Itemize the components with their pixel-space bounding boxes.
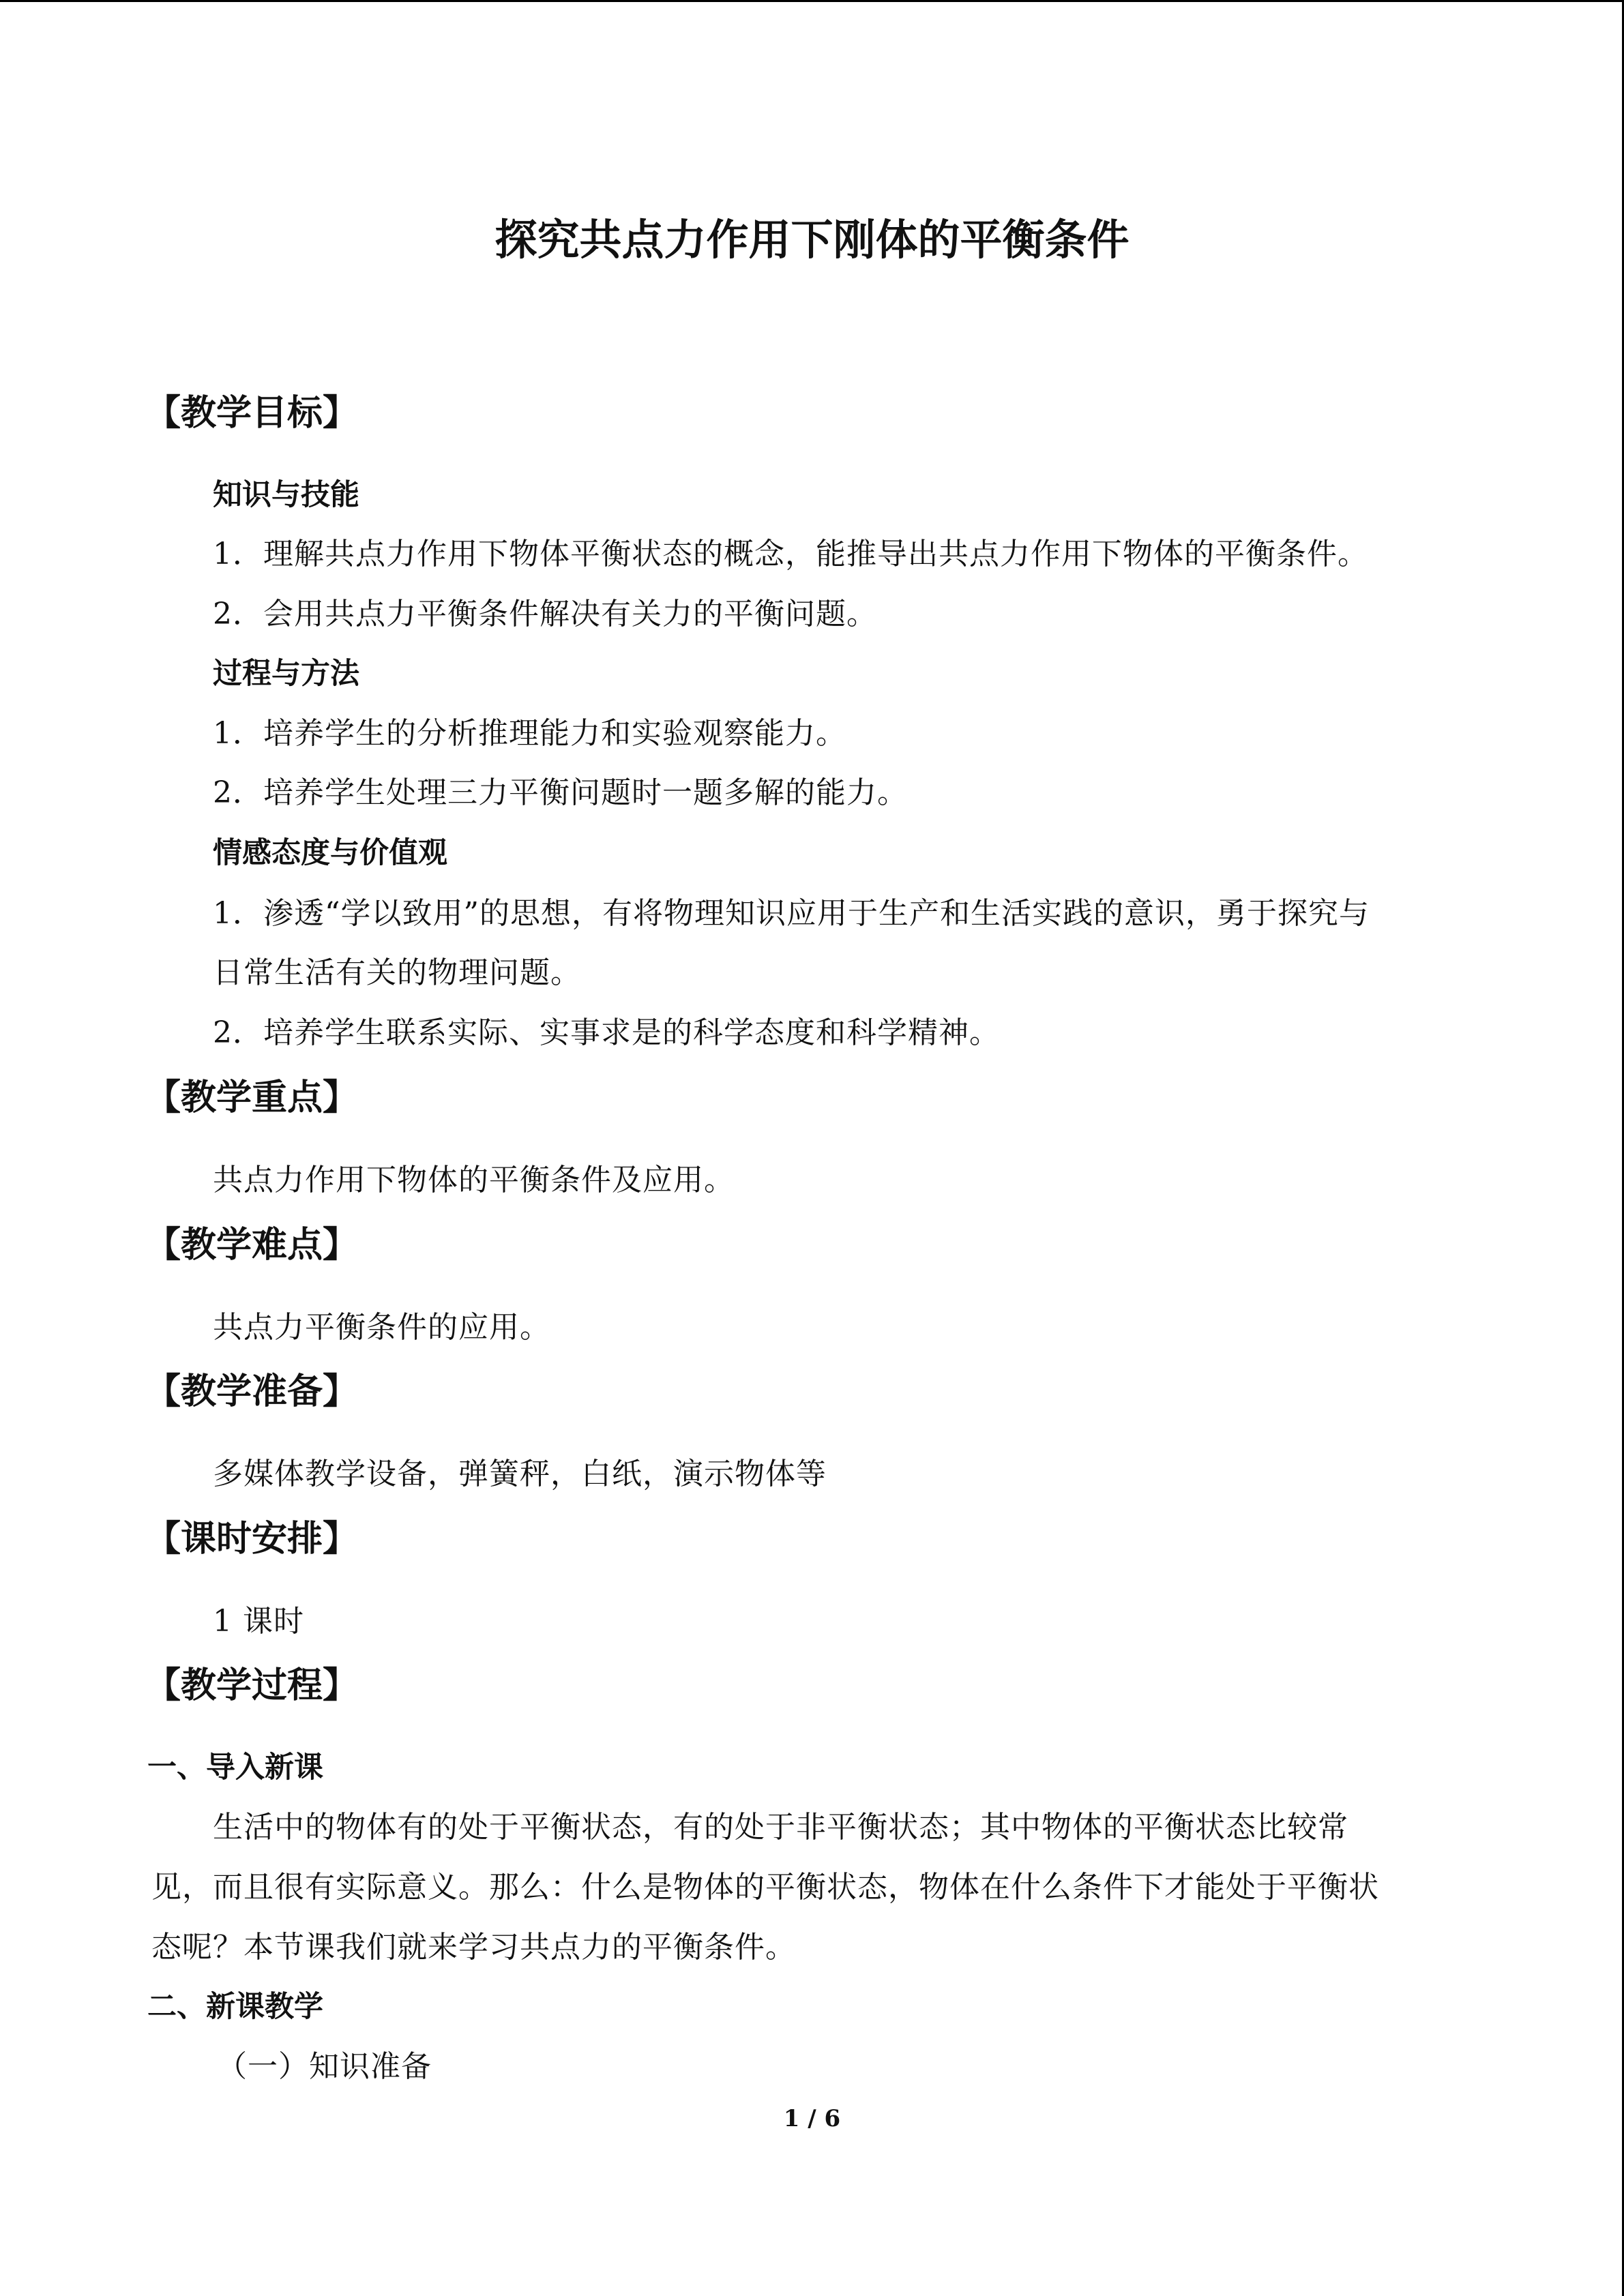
section-heading-key-points: 【教学重点】 <box>145 1077 359 1118</box>
list-item: 2．会用共点力平衡条件解决有关力的平衡问题。 <box>213 597 877 631</box>
list-item: 1．理解共点力作用下物体平衡状态的概念，能推导出共点力作用下物体的平衡条件。 <box>213 537 1368 571</box>
section-heading-difficulties: 【教学难点】 <box>145 1225 359 1266</box>
document-title: 探究共点力作用下刚体的平衡条件 <box>494 215 1130 265</box>
section-heading-objectives: 【教学目标】 <box>145 393 359 434</box>
paragraph-line: 态呢？本节课我们就来学习共点力的平衡条件。 <box>151 1930 796 1965</box>
list-item: 1．培养学生的分析推理能力和实验观察能力。 <box>213 716 846 751</box>
preparation-text: 多媒体教学设备，弹簧秤，白纸，演示物体等 <box>213 1457 827 1491</box>
section-heading-schedule: 【课时安排】 <box>145 1519 359 1560</box>
list-item: 2．培养学生联系实际、实事求是的科学态度和科学精神。 <box>213 1015 1000 1050</box>
subheading-attitude: 情感态度与价值观 <box>213 836 447 870</box>
list-item-continuation: 日常生活有关的物理问题。 <box>213 955 581 990</box>
subheading-knowledge: 知识与技能 <box>213 478 359 512</box>
subheading-process: 过程与方法 <box>213 657 359 691</box>
part-heading-new-lesson: 二、新课教学 <box>147 1990 323 2024</box>
list-item: 1．渗透“学以致用”的思想，有将物理知识应用于生产和生活实践的意识，勇于探究与 <box>213 896 1370 931</box>
list-item: 2．培养学生处理三力平衡问题时一题多解的能力。 <box>213 775 908 810</box>
part-heading-intro: 一、导入新课 <box>147 1750 323 1785</box>
schedule-text: 1 课时 <box>213 1604 304 1639</box>
paragraph-line: 生活中的物体有的处于平衡状态，有的处于非平衡状态；其中物体的平衡状态比较常 <box>213 1810 1348 1845</box>
difficulties-text: 共点力平衡条件的应用。 <box>213 1310 550 1345</box>
subsection-heading: （一）知识准备 <box>217 2049 432 2084</box>
key-points-text: 共点力作用下物体的平衡条件及应用。 <box>213 1163 735 1197</box>
section-heading-preparation: 【教学准备】 <box>145 1371 359 1412</box>
paragraph-line: 见，而且很有实际意义。那么：什么是物体的平衡状态，物体在什么条件下才能处于平衡状 <box>151 1870 1379 1905</box>
section-heading-process: 【教学过程】 <box>145 1665 359 1706</box>
page-number: 1 / 6 <box>783 2105 841 2132</box>
